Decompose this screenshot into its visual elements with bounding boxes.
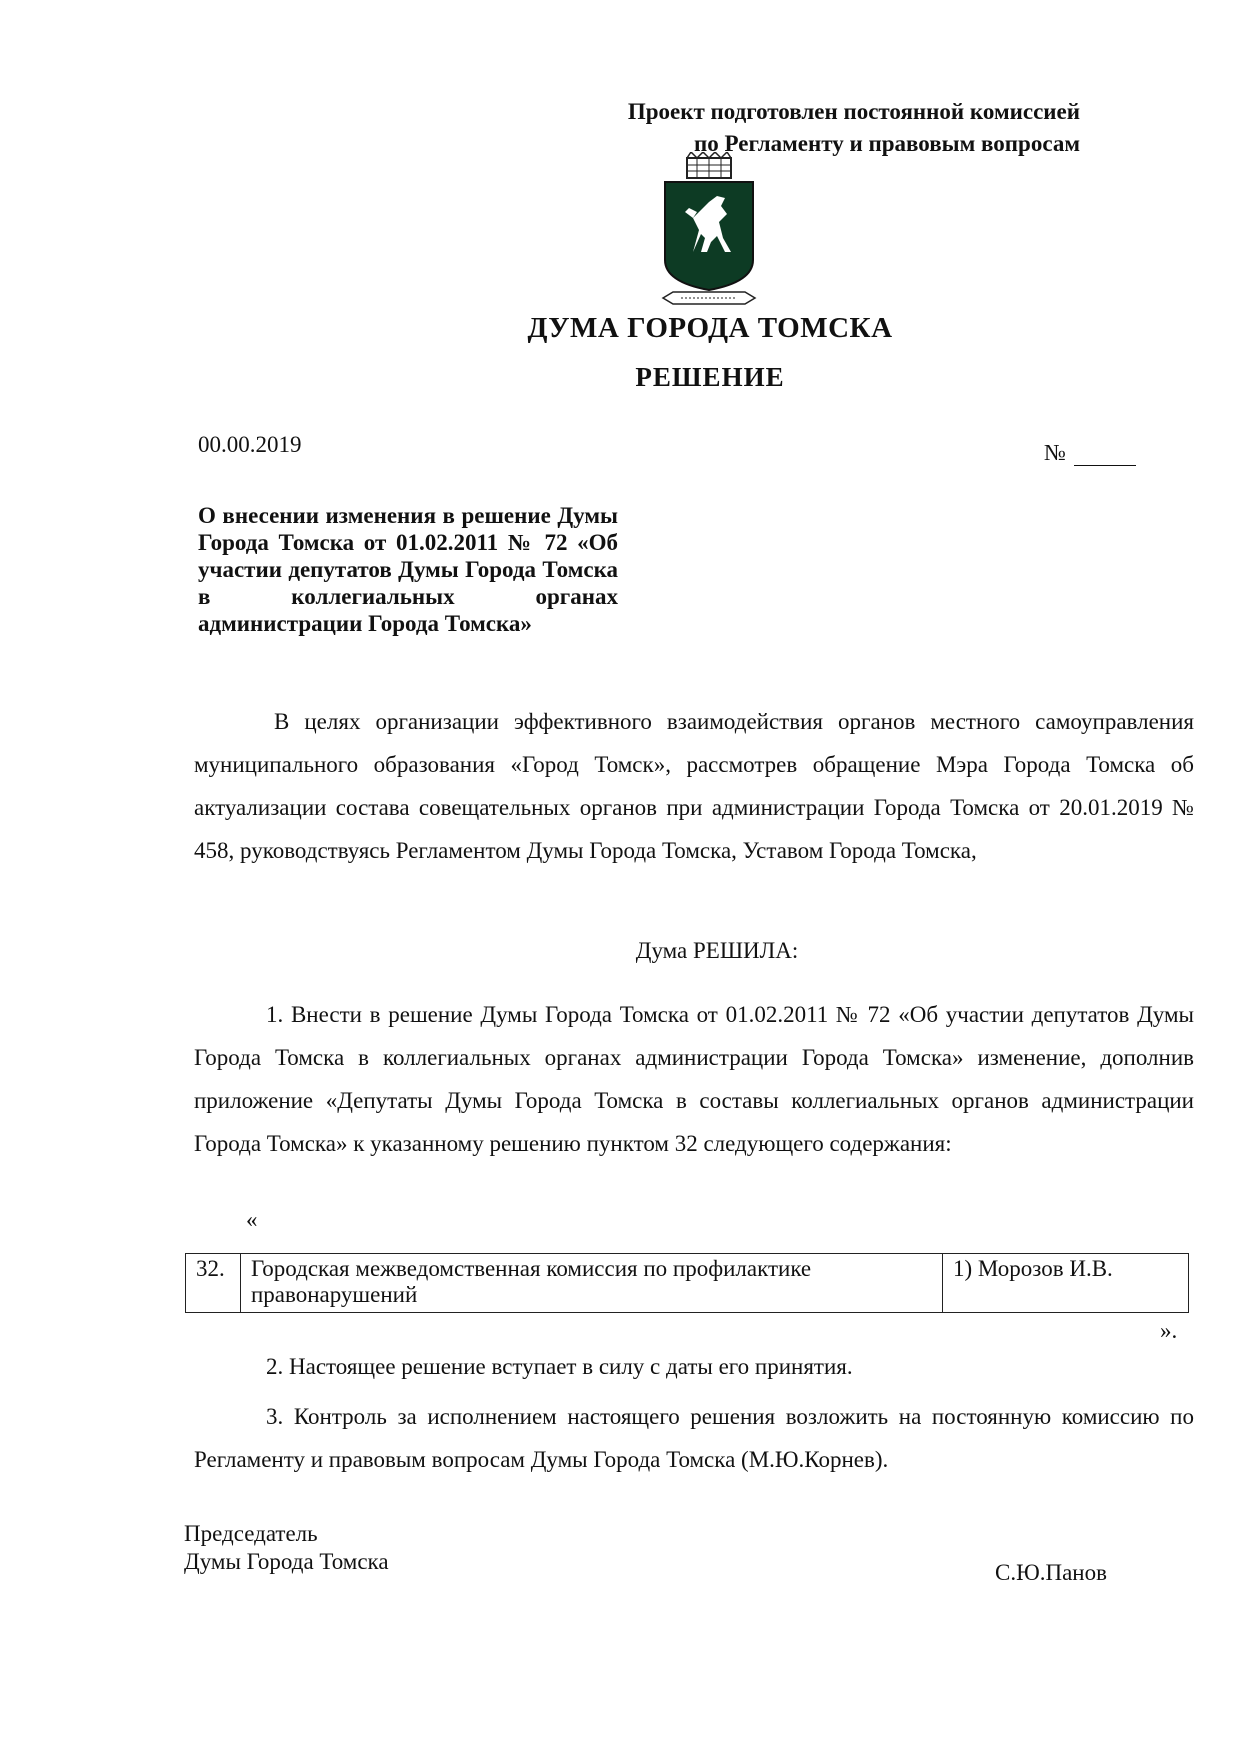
org-name: ДУМА ГОРОДА ТОМСКА: [527, 312, 893, 344]
signatory-title-line1: Председатель: [184, 1521, 318, 1546]
resolved-heading: Дума РЕШИЛА:: [635, 938, 799, 963]
row-number: 32.: [186, 1254, 241, 1313]
preamble-paragraph: В целях организации эффективного взаимодействия органов местного самоуправления муниципального образования «Город Томск», рассмотрев обращение Мэра Города Томска об актуализации состава совещательных органов при администрации Города Томска от 20.01.2019 № 458, руководствуясь Регламентом Думы Города Томска, Уставом Города Томска,: [194, 709, 1194, 863]
header-note-line1: Проект подготовлен постоянной комиссией: [627, 99, 1080, 124]
signatory-title: [184, 1520, 389, 1576]
document-number: [1044, 440, 1136, 466]
number-blank: [1074, 445, 1136, 466]
document-subject: О внесении изменения в решение Думы Города Томска от 01.02.2011 № 72 «Об участии депутатов Думы Города Томска в коллегиальных органах администрации Города Томска»: [198, 503, 618, 636]
item-2-paragraph: 2. Настоящее решение вступает в силу с даты его принятия.: [266, 1354, 853, 1379]
row-body: Городская межведомственная комиссия по профилактике правонарушений: [241, 1254, 943, 1313]
document-date: 00.00.2019: [198, 432, 302, 457]
quote-close: ».: [1160, 1318, 1178, 1343]
header-note-line2: по Регламенту и правовым вопросам: [693, 131, 1080, 156]
row-member: 1) Морозов И.В.: [943, 1254, 1189, 1313]
signatory-name: С.Ю.Панов: [995, 1560, 1107, 1585]
item-1-paragraph: 1. Внести в решение Думы Города Томска от 01.02.2011 № 72 «Об участии депутатов Думы Города Томска в коллегиальных органах администрации Города Томска» изменение, дополнив приложение «Депутаты Думы Города Томска в составы коллегиальных органов администрации Города Томска» к указанному решению пунктом 32 следующего содержания:: [194, 1002, 1194, 1156]
table-row: [186, 1254, 1189, 1313]
amendment-table: [185, 1253, 1189, 1313]
tomsk-coat-of-arms-icon: [657, 152, 761, 317]
item-3-paragraph: 3. Контроль за исполнением настоящего решения возложить на постоянную комиссию по Регламенту и правовым вопросам Думы Города Томска (М.Ю.Корнев).: [194, 1404, 1194, 1472]
document-type: РЕШЕНИЕ: [635, 362, 785, 392]
quote-open: «: [246, 1207, 258, 1232]
signatory-title-line2: Думы Города Томска: [184, 1549, 389, 1574]
header-note: [628, 96, 1080, 160]
number-label: №: [1044, 440, 1066, 465]
